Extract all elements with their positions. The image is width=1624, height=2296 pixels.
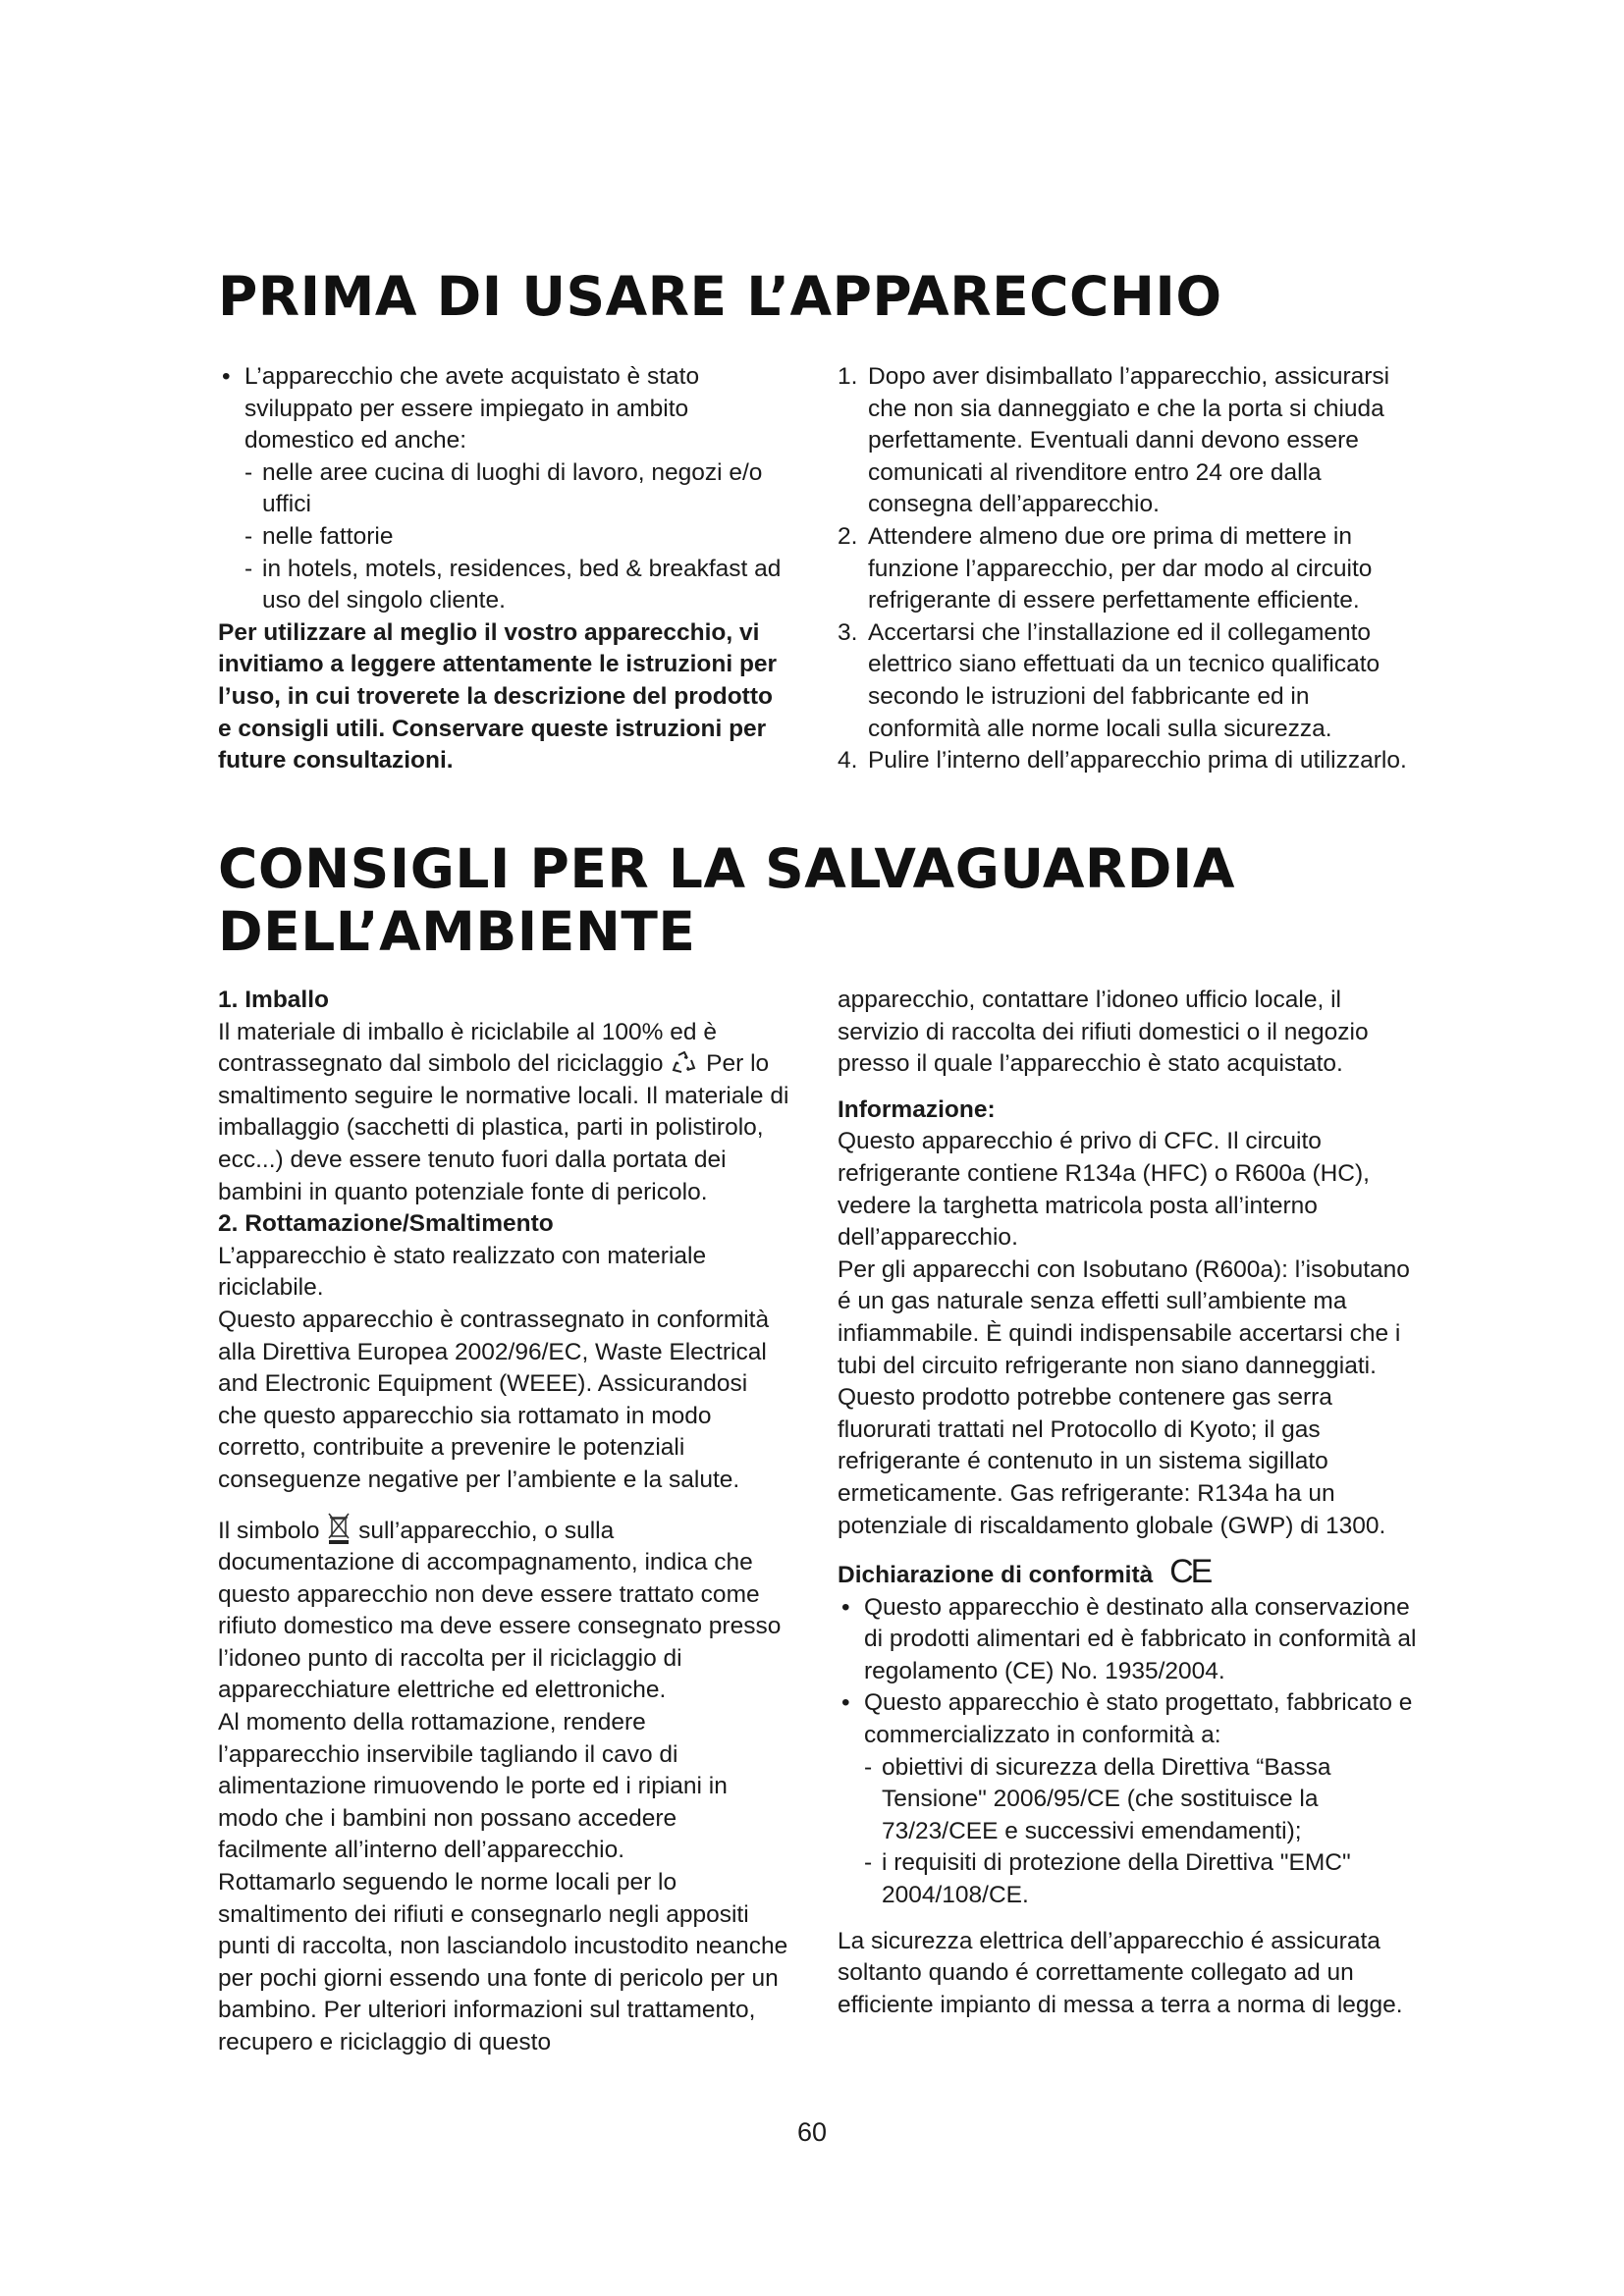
step-item <box>838 521 1417 617</box>
step-item <box>838 745 1417 777</box>
section2-left-column <box>218 985 791 2059</box>
disposal-local-rules: Rottamarlo seguendo le norme locali per lo smaltimento dei rifiuti e consegnarlo negli appositi punti di raccolta, non lasciandolo incustodito neanche per pochi giorni essendo una fonte di pericolo per un bambino. Per ulteriori informazioni sul trattamento, recupero e riciclaggio di questo <box>218 1869 788 2056</box>
ce-mark-icon: CE <box>1169 1553 1211 1591</box>
usage-item: - nelle fattorie <box>218 521 787 554</box>
disposal-heading: 2. Rottamazione/Smaltimento <box>218 1210 554 1238</box>
read-instructions-note: Per utilizzare al meglio il vostro apparecchio, vi invitiamo a leggere attentamente le istruzioni per l’uso, in cui troverete la descrizione del prodotto e consigli utili. Conservare queste istruzioni per future consultazioni. <box>218 618 778 774</box>
information-flammable-text: infiammabile. È quindi indispensabile accertarsi che i tubi del circuito refrigerante non siano danneggiati. Questo prodotto potrebbe contenere gas serra fluorurati trattati nel Protocollo di Kyoto; il gas refrigerante é contenuto in un sistema sigillato ermeticamente. Gas refrigerante: R134a ha un potenziale di riscaldamento globale (GWP) di 1300. <box>838 1319 1401 1539</box>
crossed-bin-icon <box>326 1511 352 1544</box>
intro-bullet: • L’apparecchio che avete acquistato è stato sviluppato per essere impiegato in ambito domestico ed anche: <box>218 361 787 457</box>
disposal-continuation: apparecchio, contattare l’idoneo ufficio locale, il servizio di raccolta dei rifiuti domestici o il negozio presso il quale l’apparecchio è stato acquistato. <box>838 987 1369 1078</box>
step-item <box>838 617 1417 745</box>
conformity-bullet: • Questo apparecchio è destinato alla conservazione di prodotti alimentari ed è fabbricato in conformità al regolamento (CE) No. 1935/2004. <box>838 1592 1417 1688</box>
conformity-subitem: - i requisiti di protezione della Direttiva "EMC" 2004/108/CE. <box>838 1847 1417 1911</box>
conformity-subitem: - obiettivi di sicurezza della Direttiva “Bassa Tensione" 2006/95/CE (che sostituisce la 73/23/CEE e successivi emendamenti); <box>838 1752 1417 1848</box>
conformity-heading: Dichiarazione di conformità CE <box>838 1553 1211 1591</box>
section-title-line: CONSIGLI PER LA SALVAGUARDIA <box>218 837 1235 900</box>
step-number: 2. <box>838 522 858 550</box>
electrical-safety-text: La sicurezza elettrica dell’apparecchio é assicurata soltanto quando é correttamente collegato ad un efficiente impianto di messa a terra a norma di legge. <box>838 1927 1403 2018</box>
disposal-text: L’apparecchio è stato realizzato con materiale riciclabile. <box>218 1242 707 1302</box>
information-cfc-text: Questo apparecchio é privo di CFC. Il circuito refrigerante contiene R134a (HFC) o R600a (HC), vedere la targhetta matricola posta all’interno dell’apparecchio. <box>838 1128 1370 1252</box>
page-number: 60 <box>796 2117 828 2147</box>
section1-left-column <box>218 361 787 777</box>
step-number: 1. <box>838 363 858 390</box>
step-text: Dopo aver disimballato l’apparecchio, assicurarsi che non sia danneggiato e che la porta si chiuda perfettamente. Eventuali danni devono essere comunicati al rivenditore entro 24 ore dalla consegna dell’apparecchio. <box>868 363 1390 518</box>
section-title-environment <box>218 837 1235 963</box>
step-number: 4. <box>838 747 858 774</box>
disposal-instructions: Al momento della rottamazione, rendere l’apparecchio inservibile tagliando il cavo di alimentazione rimuovendo le porte ed i ripiani in modo che i bambini non possano accedere facilmente all’interno dell’apparecchio. <box>218 1709 728 1864</box>
step-text: Attendere almeno due ore prima di mettere in funzione l’apparecchio, per dar modo al circuito refrigerante di essere perfettamente efficiente. <box>868 522 1373 614</box>
step-text: Accertarsi che l’installazione ed il collegamento elettrico siano effettuati da un tecnico qualificato secondo le istruzioni del fabbricante ed in conformità alle norme locali sulla sicurezza. <box>868 618 1380 742</box>
usage-item: - in hotels, motels, residences, bed & breakfast ad uso del singolo cliente. <box>218 554 787 617</box>
section1-right-column <box>838 361 1417 777</box>
packaging-heading: 1. Imballo <box>218 987 330 1013</box>
section-title-before-use: PRIMA DI USARE L’APPARECCHIO <box>218 265 1222 328</box>
recycling-icon <box>670 1051 699 1075</box>
information-isobutane-text: Per gli apparecchi con Isobutano (R600a): l’isobutano é un gas naturale senza effetti sull’ambiente ma <box>838 1255 1410 1315</box>
weee-directive-text: Questo apparecchio è contrassegnato in conformità alla Direttiva Europea 2002/96/EC, Waste Electrical and Electronic Equipment (WEEE). Assicurandosi che questo apparecchio sia rottamato in modo corretto, contribuite a prevenire le potenziali conseguenze negative per l’ambiente e la salute. <box>218 1306 770 1493</box>
packaging-text: Il materiale di imballo è riciclabile al 100% ed è contrassegnato dal simbolo del riciclaggio Per lo smaltimento seguire le normative locali. Il materiale di imballaggio (sacchetti di plastica, parti in polistirolo, ecc...) deve essere tenuto fuori dalla portata dei bambini in quanto potenziale fonte di pericolo. <box>218 1018 789 1205</box>
section-title-line: DELL’AMBIENTE <box>218 900 696 963</box>
section2-right-column <box>838 985 1417 2021</box>
information-heading: Informazione: <box>838 1095 996 1123</box>
usage-item: - nelle aree cucina di luoghi di lavoro, negozi e/o uffici <box>218 457 787 521</box>
step-number: 3. <box>838 618 858 646</box>
step-item <box>838 361 1417 521</box>
weee-symbol-text: Il simbolo sull’apparecchio, o sulla documentazione di accompagnamento, indica che questo apparecchio non deve essere trattato come rifiuto domestico ma deve essere consegnato presso l’idoneo punto di raccolta per il riciclaggio di apparecchiature elettriche ed elettroniche. <box>218 1511 791 1708</box>
step-text: Pulire l’interno dell’apparecchio prima di utilizzarlo. <box>868 747 1407 774</box>
conformity-bullet: • Questo apparecchio è stato progettato, fabbricato e commercializzato in conformità a: <box>838 1687 1417 1751</box>
